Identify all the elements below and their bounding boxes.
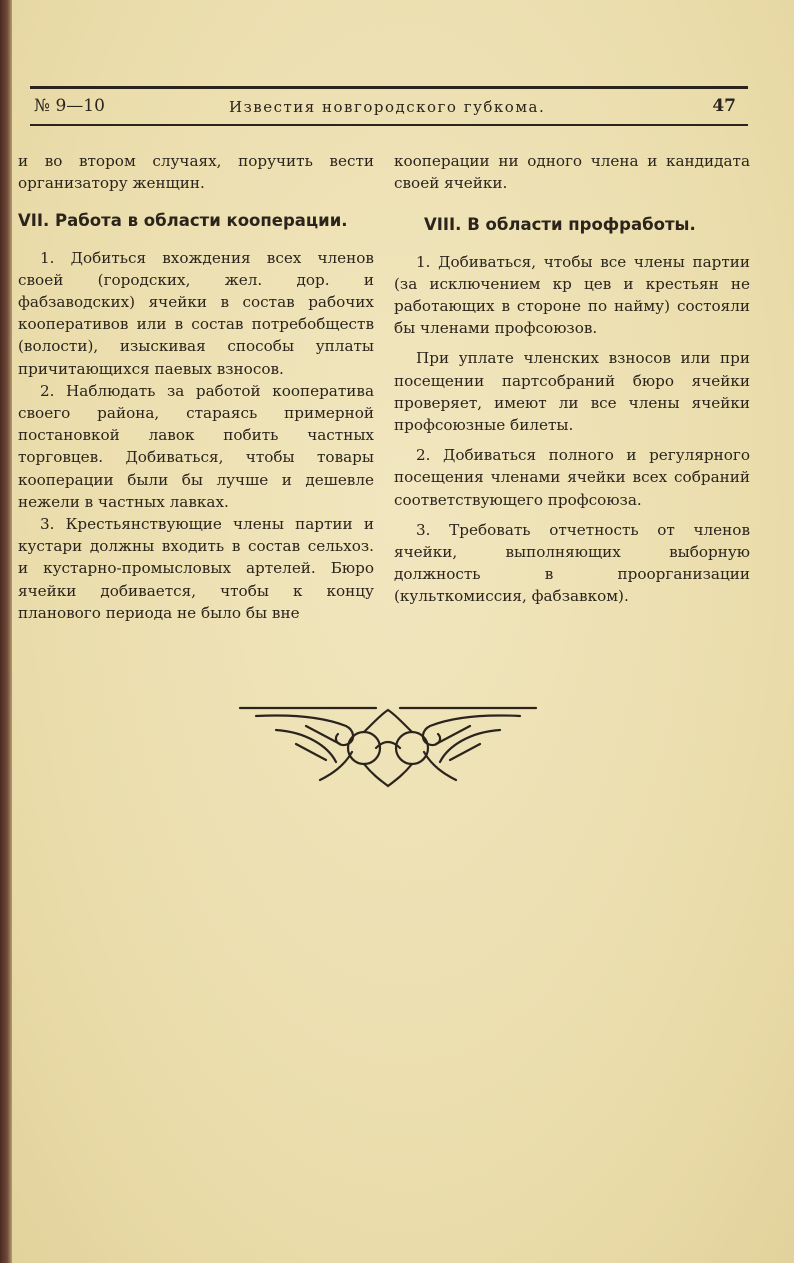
issue-number: № 9—10 bbox=[34, 96, 105, 116]
book-spine bbox=[0, 0, 12, 1263]
header-rule-bottom bbox=[30, 124, 748, 126]
section-8-item-1-para-2: При уплате членских взносов или при посещении партсобраний бюро ячейки проверяет, имеют ли все члены ячейки профсоюзные билеты. bbox=[394, 349, 750, 435]
section-8-item-1: 1. Добиваться, чтобы все члены партии (за исключением кр цев и крестьян не работающих в стороне по найму) состояли бы членами профсоюзов. bbox=[394, 252, 750, 338]
section-7-item-3: 3. Крестьянствующие члены партии и кустари должны входить в состав сельхоз. и кустарно-промысловых артелей. Бюро ячейки добивается, чтобы к концу планового периода не было бы вне bbox=[18, 515, 374, 622]
section-8-item-2: 2. Добиваться полного и регулярного посещения членами ячейки всех собраний соответствующего профсоюза. bbox=[394, 446, 750, 509]
section-7-heading: VII. Работа в области кооперации. bbox=[18, 211, 348, 231]
journal-title: Известия новгородского губкома. bbox=[229, 98, 546, 116]
section-8-item-3: 3. Требовать отчетность от членов ячейки, выполняющих выборную должность в проорганизации (культкомиссия, фабзавком). bbox=[394, 520, 750, 606]
right-intro: кооперации ни одного члена и кандидата своей ячейки. bbox=[394, 152, 750, 193]
left-column bbox=[18, 150, 374, 624]
page-number: 47 bbox=[712, 96, 736, 116]
running-header bbox=[34, 96, 736, 120]
left-intro: и во втором случаях, поручить вести организатору женщин. bbox=[18, 152, 374, 193]
decorative-ornament-icon bbox=[236, 700, 540, 792]
section-7-item-1: 1. Добиться вхождения всех членов своей (городских, жел. дор. и фабзаводских) ячейки в состав рабочих кооперативов или в состав потребобществ (волости), изыскивая способы уплаты причитающихся паевых взносов. bbox=[18, 248, 374, 378]
header-rule-top bbox=[30, 86, 748, 89]
right-column bbox=[394, 150, 750, 608]
section-7-item-2: 2. Наблюдать за работой кооператива своего района, стараясь примерной постановкой лавок побить частных торговцев. Добиваться, чтобы товары кооперации были бы лучше и дешевле нежели в частных лавках. bbox=[18, 381, 374, 511]
section-8-heading: VIII. В области профработы. bbox=[424, 215, 696, 235]
